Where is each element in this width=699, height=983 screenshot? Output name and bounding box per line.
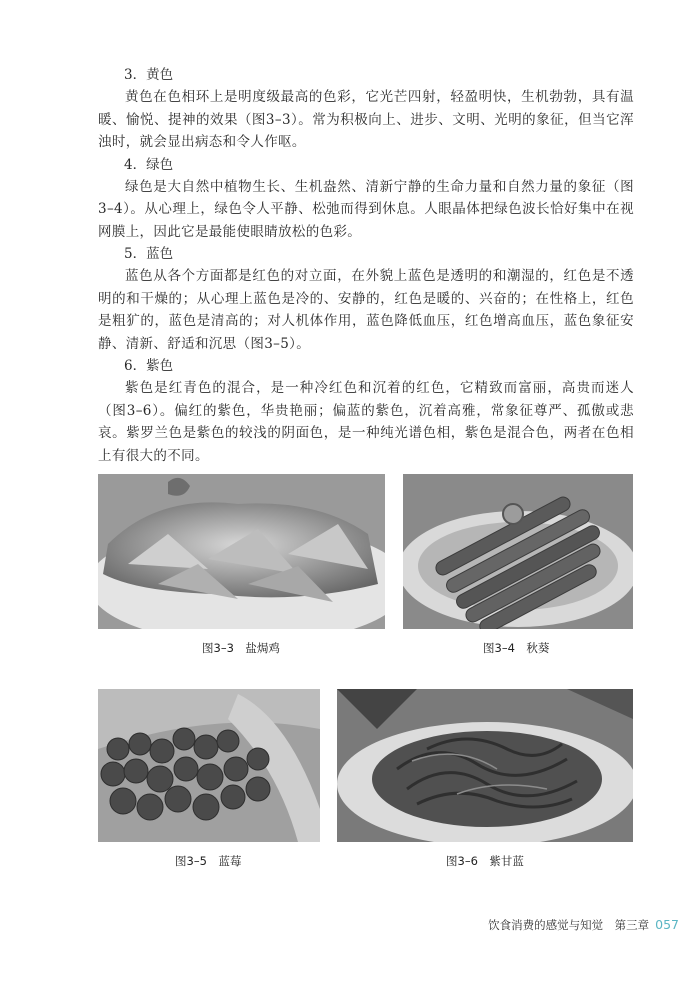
section-heading-blue: 5．蓝色 <box>124 246 174 262</box>
figure-3-3-image <box>98 474 385 629</box>
paragraph-yellow: 黄色在色相环上是明度级最高的色彩，它光芒四射，轻盈明快，生机勃勃，具有温暖、愉悦、提神的效果（图3–3）。常为积极向上、进步、文明、光明的象征，但当它浑浊时，就会显出病态和令人作呕。 <box>98 89 634 150</box>
page-number: 057 <box>655 917 679 932</box>
section-heading-yellow: 3．黄色 <box>124 67 174 83</box>
section-heading-green: 4．绿色 <box>124 156 174 173</box>
paragraph-blue: 蓝色从各个方面都是红色的对立面，在外貌上蓝色是透明的和潮湿的，红色是不透明的和干燥的；从心理上蓝色是冷的、安静的，红色是暖的、兴奋的；在性格上，红色是粗犷的，蓝色是清高的；对人机体作用，蓝色降低血压，红色增高血压，蓝色象征安静、清新、舒适和沉思（图3–5）。 <box>98 268 634 352</box>
section-heading-purple: 6．紫色 <box>124 358 174 374</box>
figure-3-6-image <box>337 689 633 842</box>
page-footer <box>488 917 679 933</box>
figure-3-5-caption: 图3–5 蓝莓 <box>175 854 242 868</box>
figure-3-5-image <box>98 689 320 842</box>
paragraph-green: 绿色是大自然中植物生长、生机盎然、清新宁静的生命力量和自然力量的象征（图3–4）。从心理上，绿色令人平静、松弛而得到休息。人眼晶体把绿色波长恰好集中在视网膜上，因此它是最能使眼睛放松的色彩。 <box>98 178 634 240</box>
figure-3-3-caption: 图3–3 盐焗鸡 <box>202 641 280 655</box>
running-title: 饮食消费的感觉与知觉 第三章 <box>488 918 650 932</box>
body-text <box>98 64 634 467</box>
figure-3-4-image <box>403 474 633 629</box>
figure-3-6-caption: 图3–6 紫甘蓝 <box>446 854 524 868</box>
paragraph-purple: 紫色是红青色的混合，是一种冷红色和沉着的红色，它精致而富丽，高贵而迷人（图3–6）。偏红的紫色，华贵艳丽；偏蓝的紫色，沉着高雅，常象征尊严、孤傲或悲哀。紫罗兰色是紫色的较浅的阴面色，是一种纯光谱色相，紫色是混合色，两者在色相上有很大的不同。 <box>98 380 634 464</box>
figure-3-4-caption: 图3–4 秋葵 <box>483 641 550 655</box>
